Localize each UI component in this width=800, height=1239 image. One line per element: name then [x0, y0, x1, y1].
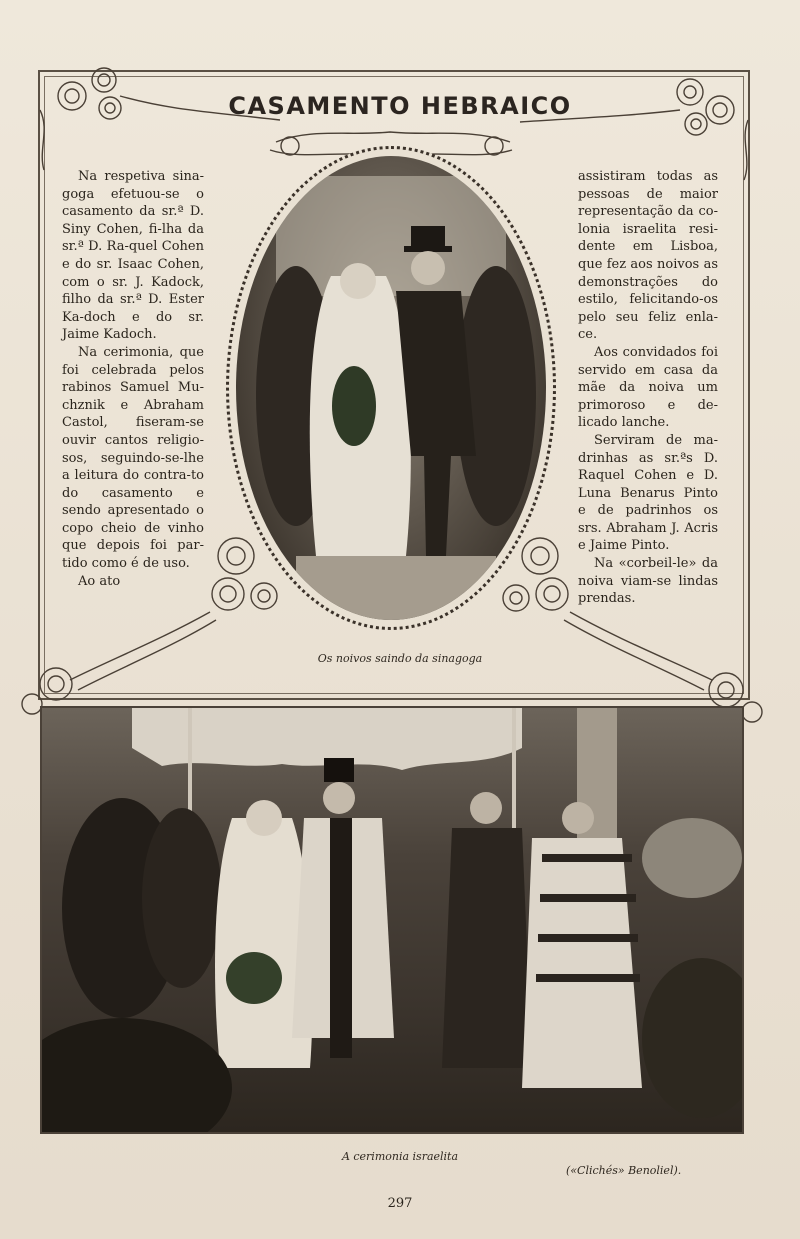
- ceremony-illustration: [42, 708, 742, 1132]
- bottom-photo-caption: A cerimonia israelita: [341, 1150, 459, 1163]
- article-title: CASAMENTO HEBRAICO: [228, 92, 572, 120]
- photo-credit: («Clichés» Benoliel).: [566, 1164, 682, 1177]
- article-left-column: [62, 168, 204, 590]
- photo-israelite-ceremony: [40, 706, 744, 1134]
- article-paragraph: assistiram todas as pessoas de maior representação da co-lonia israelita resi-dente em Lisboa, que fez aos noivos as demonstrações do estilo, felicitando-os pelo seu feliz enla-ce.: [578, 169, 718, 343]
- top-photo-caption: Os noivos saindo da sinagoga: [317, 652, 483, 665]
- article-paragraph: Na respetiva sina-goga efetuou-se o casamento da sr.ª D. Siny Cohen, fi-lha da sr.ª D. Ra-quel Cohen e do sr. Isaac Cohen, com o sr. J. Kadock, filho da sr.ª D. Ester Ka-doch e do sr. Jaime Kadoch.: [62, 169, 204, 343]
- page-number: 297: [387, 1196, 413, 1211]
- article-right-column: [578, 168, 718, 608]
- couple-illustration: [236, 156, 546, 620]
- article-paragraph: Ao ato: [78, 573, 121, 589]
- article-paragraph: Na cerimonia, que foi celebrada pelos rabinos Samuel Mu-chznik e Abraham Castol, fiseram-se ouvir cantos religio-sos, seguindo-se-lhe a leitura do contra-to do casamento e sendo apresentado o copo cheio de vinho que depois foi par-tido como é de uso.: [62, 344, 204, 572]
- article-paragraph: Serviram de ma-drinhas as sr.ªs D. Raquel Cohen e D. Luna Benarus Pinto e de padrinhos os srs. Abraham J. Acris e Jaime Pinto.: [578, 432, 718, 554]
- article-paragraph: Na «corbeil-le» da noiva viam-se lindas prendas.: [578, 556, 718, 607]
- photo-couple-leaving-synagogue: [236, 156, 546, 620]
- article-paragraph: Aos convidados foi servido em casa da mãe da noiva um primoroso e de-licado lanche.: [578, 344, 718, 431]
